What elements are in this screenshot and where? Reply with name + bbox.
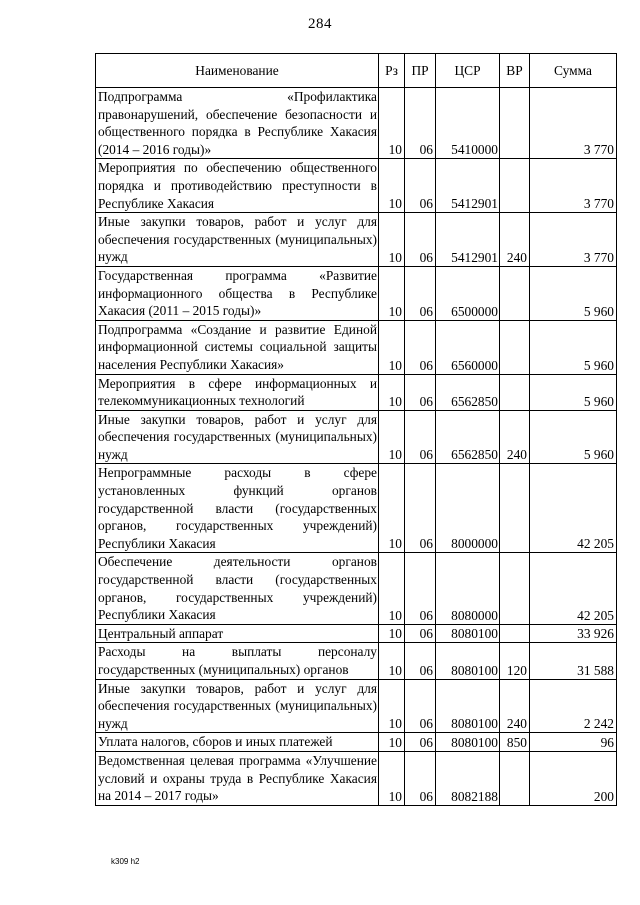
cell-csr: 8082188	[436, 751, 500, 805]
cell-sum: 31 588	[530, 643, 617, 679]
cell-csr: 6562850	[436, 410, 500, 464]
cell-sum: 3 770	[530, 159, 617, 213]
table-row	[96, 733, 617, 752]
cell-pr: 06	[405, 266, 436, 320]
cell-pr: 06	[405, 464, 436, 553]
cell-csr: 8080100	[436, 679, 500, 733]
cell-vr	[500, 266, 530, 320]
table-row	[96, 88, 617, 159]
cell-sum: 5 960	[530, 374, 617, 410]
cell-rz: 10	[379, 159, 405, 213]
cell-name: Расходы на выплаты персоналу государственных (муниципальных) органов	[96, 643, 379, 679]
cell-sum: 2 242	[530, 679, 617, 733]
table-row	[96, 751, 617, 805]
cell-rz: 10	[379, 553, 405, 624]
cell-vr	[500, 553, 530, 624]
cell-name: Иные закупки товаров, работ и услуг для обеспечения государственных (муниципальных) нужд	[96, 410, 379, 464]
cell-pr: 06	[405, 88, 436, 159]
cell-csr: 8080000	[436, 553, 500, 624]
cell-vr: 120	[500, 643, 530, 679]
cell-rz: 10	[379, 733, 405, 752]
cell-pr: 06	[405, 374, 436, 410]
cell-pr: 06	[405, 410, 436, 464]
cell-pr: 06	[405, 213, 436, 267]
cell-vr	[500, 624, 530, 643]
cell-csr: 8080100	[436, 733, 500, 752]
cell-csr: 6562850	[436, 374, 500, 410]
cell-csr: 5412901	[436, 213, 500, 267]
cell-rz: 10	[379, 679, 405, 733]
cell-sum: 5 960	[530, 266, 617, 320]
cell-csr: 5412901	[436, 159, 500, 213]
table-row	[96, 464, 617, 553]
header-pr: ПР	[405, 54, 436, 88]
header-sum: Сумма	[530, 54, 617, 88]
cell-rz: 10	[379, 751, 405, 805]
cell-pr: 06	[405, 679, 436, 733]
cell-vr	[500, 464, 530, 553]
header-vr: ВР	[500, 54, 530, 88]
cell-name: Мероприятия по обеспечению общественного порядка и противодействию преступности в Республике Хакасия	[96, 159, 379, 213]
cell-name: Уплата налогов, сборов и иных платежей	[96, 733, 379, 752]
cell-sum: 3 770	[530, 88, 617, 159]
table-body	[96, 88, 617, 806]
cell-pr: 06	[405, 320, 436, 374]
cell-vr	[500, 88, 530, 159]
cell-rz: 10	[379, 213, 405, 267]
cell-name: Подпрограмма «Профилактика правонарушений, обеспечение безопасности и общественного порядка в Республике Хакасия (2014 – 2016 годы)»	[96, 88, 379, 159]
cell-vr	[500, 751, 530, 805]
table-row	[96, 643, 617, 679]
cell-rz: 10	[379, 624, 405, 643]
cell-pr: 06	[405, 553, 436, 624]
table-row	[96, 624, 617, 643]
cell-vr: 240	[500, 679, 530, 733]
cell-name: Обеспечение деятельности органов государственной власти (государственных органов, государственных учреждений) Республики Хакасия	[96, 553, 379, 624]
cell-sum: 42 205	[530, 553, 617, 624]
cell-name: Мероприятия в сфере информационных и телекоммуникационных технологий	[96, 374, 379, 410]
cell-csr: 5410000	[436, 88, 500, 159]
cell-name: Ведомственная целевая программа «Улучшение условий и охраны труда в Республике Хакасия на 2014 – 2017 годы»	[96, 751, 379, 805]
cell-name: Иные закупки товаров, работ и услуг для обеспечения государственных (муниципальных) нужд	[96, 679, 379, 733]
cell-csr: 8000000	[436, 464, 500, 553]
header-name: Наименование	[96, 54, 379, 88]
cell-name: Государственная программа «Развитие информационного общества в Республике Хакасия (2011 – 2015 годы)»	[96, 266, 379, 320]
cell-vr: 850	[500, 733, 530, 752]
table-row	[96, 679, 617, 733]
cell-rz: 10	[379, 374, 405, 410]
cell-csr: 8080100	[436, 624, 500, 643]
table-row	[96, 553, 617, 624]
cell-rz: 10	[379, 88, 405, 159]
table-row	[96, 266, 617, 320]
cell-sum: 42 205	[530, 464, 617, 553]
cell-name: Иные закупки товаров, работ и услуг для обеспечения государственных (муниципальных) нужд	[96, 213, 379, 267]
table-row	[96, 320, 617, 374]
cell-name: Подпрограмма «Создание и развитие Единой информационной системы социальной защиты населения Республики Хакасия»	[96, 320, 379, 374]
cell-csr: 6500000	[436, 266, 500, 320]
footer-code: k309 h2	[111, 857, 140, 866]
cell-rz: 10	[379, 320, 405, 374]
cell-csr: 6560000	[436, 320, 500, 374]
cell-vr	[500, 159, 530, 213]
cell-sum: 33 926	[530, 624, 617, 643]
header-csr: ЦСР	[436, 54, 500, 88]
cell-sum: 5 960	[530, 410, 617, 464]
page-number: 284	[308, 16, 332, 32]
cell-pr: 06	[405, 733, 436, 752]
cell-vr: 240	[500, 410, 530, 464]
table-row	[96, 374, 617, 410]
header-rz: Рз	[379, 54, 405, 88]
budget-table	[95, 53, 617, 806]
cell-name: Непрограммные расходы в сфере установленных функций органов государственной власти (государственных органов, государственных учреждений) Республики Хакасия	[96, 464, 379, 553]
table-row	[96, 213, 617, 267]
table-row	[96, 410, 617, 464]
cell-sum: 200	[530, 751, 617, 805]
cell-sum: 5 960	[530, 320, 617, 374]
cell-pr: 06	[405, 751, 436, 805]
cell-vr	[500, 374, 530, 410]
cell-rz: 10	[379, 643, 405, 679]
cell-rz: 10	[379, 464, 405, 553]
cell-sum: 3 770	[530, 213, 617, 267]
cell-csr: 8080100	[436, 643, 500, 679]
cell-vr	[500, 320, 530, 374]
cell-rz: 10	[379, 410, 405, 464]
table-row	[96, 159, 617, 213]
table-header-row	[96, 54, 617, 88]
cell-pr: 06	[405, 624, 436, 643]
cell-sum: 96	[530, 733, 617, 752]
cell-pr: 06	[405, 159, 436, 213]
cell-pr: 06	[405, 643, 436, 679]
cell-vr: 240	[500, 213, 530, 267]
cell-rz: 10	[379, 266, 405, 320]
cell-name: Центральный аппарат	[96, 624, 379, 643]
